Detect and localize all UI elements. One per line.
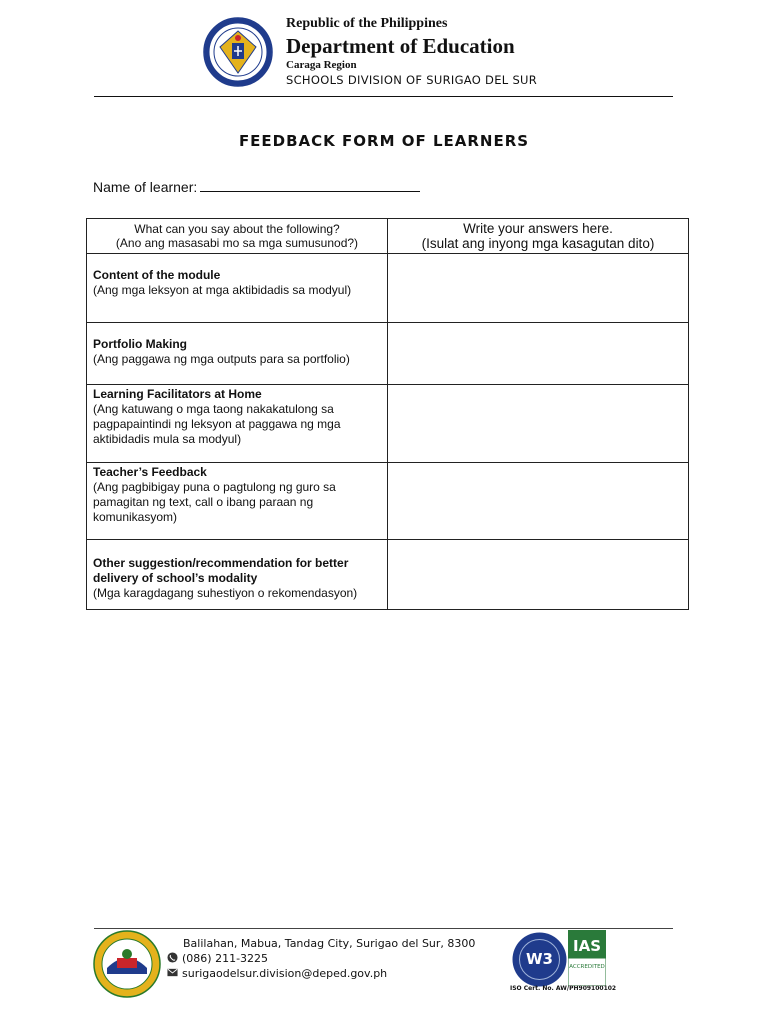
ias-accreditation-logo [568, 930, 606, 986]
row-description: (Ang mga leksyon at mga aktibidadis sa modyul) [93, 283, 352, 297]
answer-cell[interactable] [388, 385, 689, 463]
table-row [87, 385, 689, 463]
w3-label: W3 [526, 950, 553, 968]
phone-icon [167, 952, 178, 963]
w3-certification-logo [512, 932, 567, 987]
learner-name-label: Name of learner: [93, 179, 198, 195]
footer-email-line [167, 967, 387, 980]
answer-cell[interactable] [388, 540, 689, 610]
feedback-table [86, 218, 689, 610]
table-row [87, 254, 689, 323]
footer-rule [94, 928, 673, 929]
department-heading: Department of Education [286, 34, 515, 58]
footer-address: Balilahan, Mabua, Tandag City, Surigao del Sur, 8300 [183, 937, 476, 950]
ias-label: IAS [573, 937, 601, 955]
row-title: Learning Facilitators at Home [93, 387, 262, 401]
answer-column-heading [388, 219, 689, 254]
table-row [87, 323, 689, 385]
table-row [87, 463, 689, 540]
answer-cell[interactable] [388, 254, 689, 323]
learner-name-blank[interactable] [200, 178, 420, 192]
row-title: Content of the module [93, 268, 221, 282]
table-row [87, 540, 689, 610]
row-description: (Ang pagbibigay puna o pagtulong ng guro sa pamagitan ng text, call o ibang paraan ng komunikasyom) [93, 480, 336, 524]
question-heading-en: What can you say about the following? [134, 222, 340, 236]
table-header-row [87, 219, 689, 254]
form-title: FEEDBACK FORM OF LEARNERS [238, 132, 530, 150]
region-heading: Caraga Region [286, 59, 357, 71]
footer-phone: (086) 211-3225 [182, 952, 269, 965]
iso-certificate-number: ISO Cert. No. AW/PH909100102 [510, 985, 617, 992]
row-description: (Ang paggawa ng mga outputs para sa portfolio) [93, 352, 350, 366]
row-title: Other suggestion/recommendation for better delivery of school’s modality [93, 556, 349, 585]
question-heading-fil: (Ano ang masasabi mo sa mga sumusunod?) [115, 236, 359, 250]
answer-cell[interactable] [388, 323, 689, 385]
email-icon [167, 967, 178, 978]
republic-heading: Republic of the Philippines [286, 16, 448, 31]
footer-phone-line [167, 952, 268, 965]
row-description: (Mga karagdagang suhestiyon o rekomendasyon) [93, 586, 358, 600]
answer-heading-en: Write your answers here. [463, 221, 613, 236]
deped-seal-logo [203, 17, 273, 87]
footer-email[interactable]: surigaodelsur.division@deped.gov.ph [182, 967, 388, 980]
row-description: (Ang katuwang o mga taong nakakatulong sa pagpapaintindi ng leksyon at paggawa ng mga aktibidadis mula sa modyul) [93, 402, 341, 446]
division-seal-logo [93, 930, 161, 998]
header-rule [94, 96, 673, 97]
row-title: Portfolio Making [93, 337, 187, 351]
row-title: Teacher’s Feedback [93, 465, 207, 479]
question-column-heading [87, 219, 388, 254]
ias-accredited-label: ACCREDITED [569, 964, 605, 970]
division-heading: SCHOOLS DIVISION OF SURIGAO DEL SUR [286, 73, 538, 87]
answer-heading-fil: (Isulat ang inyong mga kasagutan dito) [421, 236, 655, 251]
answer-cell[interactable] [388, 463, 689, 540]
learner-name-line [93, 178, 420, 195]
